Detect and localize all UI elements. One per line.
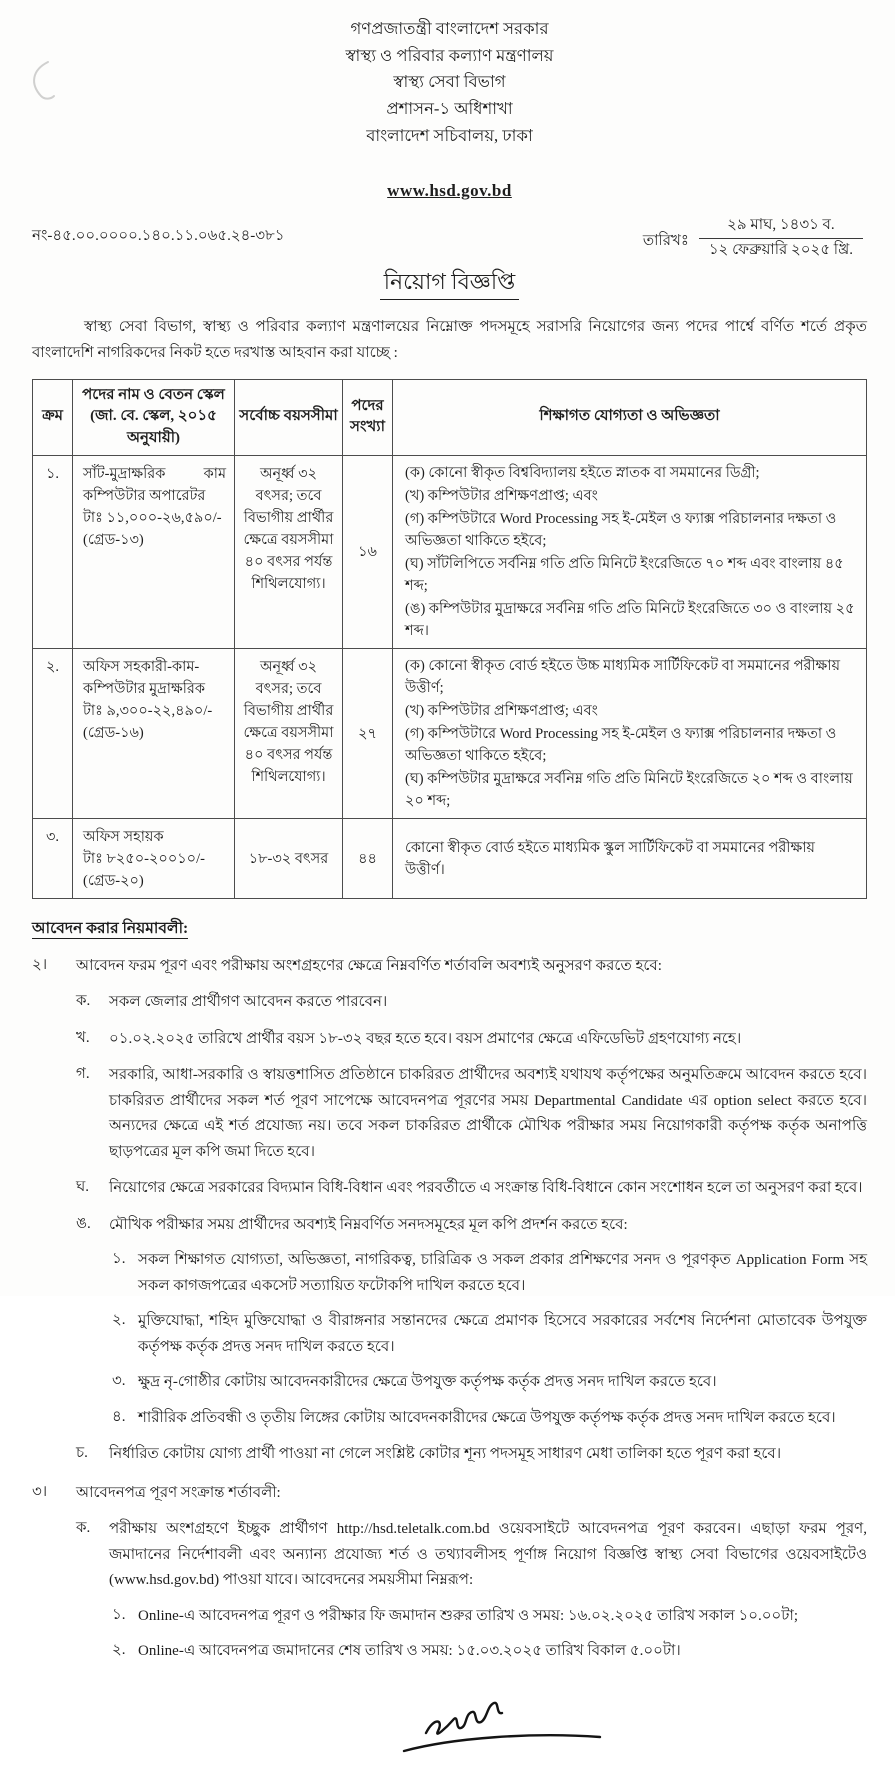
item-text: নিয়োগের ক্ষেত্রে সরকারের বিদ্যমান বিধি-বিধান এবং পরবর্তীতে এ সংক্রান্ত বিধি-বিধানে কোন সংশোধন হলে তা অনুসরণ করা হবে। [109,1180,863,1197]
item-marker: ৩. [112,1373,126,1390]
col-header-count: পদের সংখ্যা [343,379,393,455]
post-name-line: অফিস সহায়ক [83,829,164,846]
page-title: নিয়োগ বিজ্ঞপ্তি [380,268,520,301]
qualification-line: (খ) কম্পিউটার প্রশিক্ষণপ্রাপ্ত; এবং [405,703,598,720]
rule-item-2e-4 [112,1406,867,1432]
date-label: তারিখঃ [642,233,689,250]
post-pay-scale: টাঃ ৯,৩০০-২২,৪৯০/- [83,703,213,720]
item-marker: ক. [76,993,91,1010]
title-wrap [32,268,867,301]
item-text: মৌখিক পরীক্ষার সময় প্রার্থীদের অবশ্যই নিম্নবর্ণিত সনদসমূহের মূল কপি প্রদর্শন করতে হবে: [109,1216,628,1233]
rule-item-2a [76,990,867,1016]
item-text: নির্ধারিত কোটায় যোগ্য প্রার্থী পাওয়া না গেলে সংশ্লিষ্ট কোটার শূন্য পদসমূহ সাধারণ মেধা তালিকা হতে পূরণ করা হবে। [109,1446,782,1463]
intro-paragraph: স্বাস্থ্য সেবা বিভাগ, স্বাস্থ্য ও পরিবার কল্যাণ মন্ত্রণালয়ের নিম্নোক্ত পদসমূহে সরাসরি নিয়োগের জন্য পদের পার্শ্বে বর্ণিত শর্তে প্রকৃত বাংলাদেশি নাগরিকদের নিকট হতে দরখাস্ত আহবান করা যাচ্ছে : [32,319,867,362]
rule-item-2e-2 [112,1309,867,1360]
reference-row [32,215,867,262]
item-text: Online-এ আবেদনপত্র জমাদানের শেষ তারিখ ও সময়: ১৫.০৩.২০২৫ তারিখ বিকাল ৫.০০টা। [138,1643,681,1660]
post-name-line: কম্পিউটার অপারেটর [83,487,206,504]
item-marker: ঙ. [76,1215,91,1232]
post-name-line: সাঁট-মুদ্রাক্ষরিক কাম [83,465,226,482]
posts-table [32,379,867,900]
item-marker: ২. [112,1312,126,1329]
rule-item-2b [76,1027,867,1053]
item-marker: ১. [112,1251,126,1268]
post-grade: (গ্রেড-১৬) [83,725,144,742]
item-marker: ৪. [112,1408,126,1425]
signature-scribble-icon [392,1691,622,1765]
qualification-line: (ক) কোনো স্বীকৃত বিশ্ববিদ্যালয় হইতে স্নাতক বা সমমানের ডিগ্রী; [405,464,760,481]
item-text: সকল জেলার প্রার্থীগণ আবেদন করতে পারবেন। [109,994,388,1011]
item-text: শারীরিক প্রতিবন্ধী ও তৃতীয় লিঙ্গের কোটায় আবেদনকারীদের ক্ষেত্রে উপযুক্ত কর্তৃপক্ষ কর্তৃক প্রদত্ত সনদ দাখিল করতে হবে। [138,1409,836,1426]
date-gregorian: ১২ ফেব্রুয়ারি ২০২৫ খ্রি. [708,241,853,258]
row2-count: ২৭ [343,649,393,819]
ministry-name: স্বাস্থ্য ও পরিবার কল্যাণ মন্ত্রণালয় [345,45,554,65]
scan-mark-artifact [26,58,60,104]
rule-item-2e [76,1213,867,1239]
qualification-line: (ঘ) সাঁটলিপিতে সর্বনিম্ন গতি প্রতি মিনিটে ইংরেজিতে ৭০ শব্দ এবং বাংলায় ৪৫ শব্দ; [405,556,844,595]
qualification-line: (গ) কম্পিউটারে Word Processing সহ ই-মেইল ও ফ্যাক্স পরিচালনার দক্ষতা ও অভিজ্ঞতা থাকিতে হইবে; [405,726,837,765]
item-text: মুক্তিযোদ্ধা, শহিদ মুক্তিযোদ্ধা ও বীরাঙ্গনার সন্তানদের ক্ষেত্রে প্রমাণক হিসেবে সরকারের সর্বশেষ নির্দেশনা মোতাবেক উপযুক্ত কর্তৃপক্ষ কর্তৃক প্রদত্ত সনদ দাখিল করতে হবে। [138,1313,867,1355]
signature-area [392,1691,867,1772]
item-text: ০১.০২.২০২৫ তারিখে প্রার্থীর বয়স ১৮-৩২ বছর হতে হবে। বয়স প্রমাণের ক্ষেত্রে এফিডেভিট গ্রহণযোগ্য নহে। [109,1030,742,1047]
item-marker: খ. [76,1029,90,1046]
rule-item-3a-2 [112,1639,867,1665]
item-text: পরীক্ষায় অংশগ্রহণে ইচ্ছুক প্রার্থীগণ http://hsd.teletalk.com.bd ওয়েবসাইটে আবেদনপত্র পূরণ করবেন। এছাড়া ফরম পূরণ, জমাদানের নির্দেশাবলী এবং অন্যান্য প্রযোজ্য শর্ত ও তথ্যাবলীসহ পূর্ণাঙ্গ নিয়োগ বিজ্ঞপ্তি স্বাস্থ্য সেবা বিভাগের ওয়েবসাইটেও (www.hsd.gov.bd) পাওয়া যাবে। আবেদনের সময়সীমা নিম্নরূপ: [109,1521,867,1589]
col-header-qualification: শিক্ষাগত যোগ্যতা ও অভিজ্ঞতা [393,379,867,455]
rule-item-3a-1 [112,1604,867,1630]
item-marker: ক. [76,1520,91,1537]
item-number: ৩। [32,1483,48,1500]
date-block [643,215,863,262]
row1-age: অনূর্ধ্ব ৩২ বৎসর; তবে বিভাগীয় প্রার্থীর ক্ষেত্রে বয়সসীমা ৪০ বৎসর পর্যন্ত শিথিলযোগ্য। [235,455,343,648]
date-bangla: ২৯ মাঘ, ১৪৩১ ব. [699,215,863,239]
rule-item-2c [76,1063,867,1165]
table-row [33,455,867,648]
post-grade: (গ্রেড-২০) [83,873,144,890]
table-row [33,649,867,819]
row1-qualifications [393,455,867,648]
item-marker: গ. [76,1066,90,1083]
row1-post [73,455,235,648]
rules-section-heading: আবেদন করার নিয়মাবলী: [32,920,189,938]
row2-qualifications [393,649,867,819]
col-header-serial: ক্রম [33,379,73,455]
date-values [699,215,863,262]
item-text: সরকারি, আধা-সরকারি ও স্বায়ত্তশাসিত প্রতিষ্ঠানে চাকরিরত প্রার্থীদের অবশ্যই যথাযথ কর্তৃপক্ষের অনুমতিক্রমে আবেদন করতে হবে। চাকরিরত প্রার্থীদের সকল শর্ত পূরণ সাপেক্ষে আবেদনপত্র পূরণের সময় Departmental Candidate এর option select করতে হবে। অন্যদের ক্ষেত্রে এই শর্ত প্রযোজ্য নয়। তবে সকল চাকরিরত প্রার্থীকে মৌখিক পরীক্ষার সময় নিয়োগকারী কর্তৃপক্ষ কর্তৃক অনাপত্তি ছাড়পত্রের মূল কপি জমা দিতে হবে। [109,1067,867,1160]
rule-item-2f [76,1442,867,1468]
row3-count: ৪৪ [343,819,393,899]
letterhead [32,16,867,205]
item-text: আবেদন ফরম পূরণ এবং পরীক্ষায় অংশগ্রহণের ক্ষেত্রে নিম্নবর্ণিত শর্তাবলি অবশ্যই অনুসরণ করতে হবে: [76,957,662,974]
item-marker: ঘ. [76,1179,90,1196]
table-row [33,819,867,899]
branch-name: প্রশাসন-১ অধিশাখা [386,99,513,119]
rule-item-2d [76,1176,867,1202]
item-marker: চ. [76,1445,88,1462]
item-text: ক্ষুদ্র নৃ-গোষ্ঠীর কোটায় আবেদনকারীদের ক্ষেত্রে উপযুক্ত কর্তৃপক্ষ কর্তৃক প্রদত্ত সনদ দাখিল করতে হবে। [138,1374,717,1391]
row2-serial: ২. [33,649,73,819]
division-name: স্বাস্থ্য সেবা বিভাগ [393,72,506,92]
col-header-post: পদের নাম ও বেতন স্কেল (জা. বে. স্কেল, ২০১৫ অনুযায়ী) [73,379,235,455]
item-text: Online-এ আবেদনপত্র পূরণ ও পরীক্ষার ফি জমাদান শুরুর তারিখ ও সময়: ১৬.০২.২০২৫ তারিখ সকাল ১০.০০টা; [138,1607,798,1624]
table-header-row [33,379,867,455]
qualification-line: (ঘ) কম্পিউটার মুদ্রাক্ষরে সর্বনিম্ন গতি প্রতি মিনিটে ইংরেজিতে ২০ শব্দ ও বাংলায় ২০ শব্দ; [405,771,853,810]
govt-name: গণপ্রজাতন্ত্রী বাংলাদেশ সরকার [350,19,549,38]
post-name-line: অফিস সহকারী-কাম- [83,659,200,676]
rule-item-2e-1 [112,1248,867,1299]
qualification-line: (ঙ) কম্পিউটার মুদ্রাক্ষরে সর্বনিম্ন গতি প্রতি মিনিটে ইংরেজিতে ৩০ ও বাংলায় ২৫ শব্দ। [405,601,855,640]
post-grade: (গ্রেড-১৩) [83,531,144,548]
post-name-line: কম্পিউটার মুদ্রাক্ষরিক [83,681,206,698]
row2-post [73,649,235,819]
office-address: বাংলাদেশ সচিবালয়, ঢাকা [366,125,533,145]
rule-item-3a [76,1517,867,1594]
item-text: সকল শিক্ষাগত যোগ্যতা, অভিজ্ঞতা, নাগরিকত্ব, চারিত্রিক ও সকল প্রকার প্রশিক্ষণের সনদ ও পূরণকৃত Application Form সহ সকল কাগজপত্রের একসেট সত্যায়িত ফটোকপি দাখিল করতে হবে। [138,1252,867,1294]
row3-qualifications [393,819,867,899]
item-number: ২। [32,956,48,973]
item-marker: ১. [112,1606,126,1623]
item-marker: ২. [112,1642,126,1659]
post-pay-scale: টাঃ ১১,০০০-২৬,৫৯০/- [83,509,222,526]
row3-post [73,819,235,899]
qualification-line: (খ) কম্পিউটার প্রশিক্ষণপ্রাপ্ত; এবং [405,487,598,504]
qualification-line: কোনো স্বীকৃত বোর্ড হইতে মাধ্যমিক স্কুল সার্টিফিকেট বা সমমানের পরীক্ষায় উত্তীর্ণ। [405,839,815,878]
rule-item-2e-3 [112,1370,867,1396]
row3-age: ১৮-৩২ বৎসর [235,819,343,899]
item-text: আবেদনপত্র পূরণ সংক্রান্ত শর্তাবলী: [76,1484,281,1501]
row3-serial: ৩. [33,819,73,899]
post-pay-scale: টাঃ ৮২৫০-২০০১০/- [83,851,205,868]
row1-count: ১৬ [343,455,393,648]
memo-number: নং-৪৫.০০.০০০০.১৪০.১১.০৬৫.২৪-৩৮১ [32,228,285,245]
row1-serial: ১. [33,455,73,648]
row2-age: অনূর্ধ্ব ৩২ বৎসর; তবে বিভাগীয় প্রার্থীর ক্ষেত্রে বয়সসীমা ৪০ বৎসর পর্যন্ত শিথিলযোগ্য। [235,649,343,819]
rule-item-3 [32,1481,867,1507]
qualification-line: (গ) কম্পিউটারে Word Processing সহ ই-মেইল ও ফ্যাক্স পরিচালনার দক্ষতা ও অভিজ্ঞতা থাকিতে হইবে; [405,510,837,549]
col-header-age: সর্বোচ্চ বয়সসীমা [235,379,343,455]
rule-item-2 [32,954,867,980]
qualification-line: (ক) কোনো স্বীকৃত বোর্ড হইতে উচ্চ মাধ্যমিক সার্টিফিকেট বা সমমানের পরীক্ষায় উত্তীর্ণ; [405,658,841,697]
website-link: www.hsd.gov.bd [387,181,512,201]
